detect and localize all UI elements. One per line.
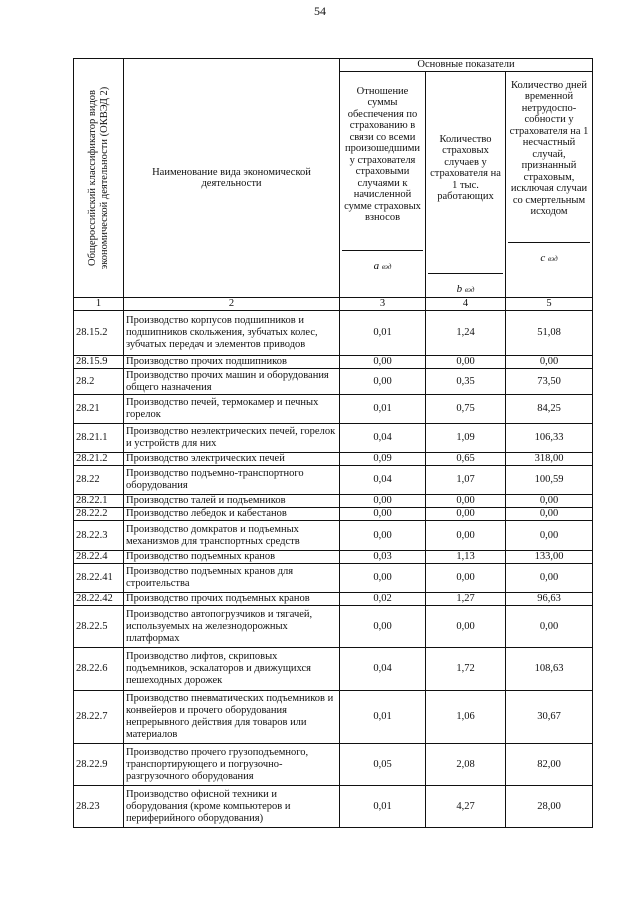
table-row: [74, 495, 593, 508]
value-b: 0,00: [426, 495, 506, 508]
value-b: 0,75: [426, 395, 506, 424]
value-b: 1,09: [426, 424, 506, 453]
value-c: 0,00: [506, 356, 593, 369]
value-c: 0,00: [506, 564, 593, 593]
okved-code: 28.22.1: [74, 495, 124, 508]
value-a: 0,09: [340, 453, 426, 466]
value-a: 0,01: [340, 691, 426, 744]
column-number: 3: [340, 298, 426, 311]
table-row: [74, 648, 593, 691]
okved-code: 28.22.4: [74, 551, 124, 564]
okved-code: 28.15.2: [74, 311, 124, 356]
value-b: 0,00: [426, 564, 506, 593]
value-b: 4,27: [426, 786, 506, 828]
value-b: 1,07: [426, 466, 506, 495]
okved-code: 28.15.9: [74, 356, 124, 369]
okved-code: 28.22.2: [74, 508, 124, 521]
value-c: 96,63: [506, 593, 593, 606]
table-row: [74, 424, 593, 453]
activity-name: Производство талей и подъемников: [124, 495, 340, 508]
col-a-symbol: a вэд: [342, 250, 423, 274]
column-number: 1: [74, 298, 124, 311]
okved-code: 28.22.5: [74, 606, 124, 648]
activity-name: Производство лебедок и кабестанов: [124, 508, 340, 521]
table-row: [74, 786, 593, 828]
activity-name: Производство неэлектрических печей, горелок и устройств для них: [124, 424, 340, 453]
table-row: [74, 521, 593, 551]
col-c-title: Количество дней временной нетрудоспо-собности у страхователя на 1 несчастный случай, признанный страховым, исключая случаи со смертельным исходом: [509, 79, 589, 218]
value-c: 84,25: [506, 395, 593, 424]
table-row: [74, 356, 593, 369]
table-row: [74, 395, 593, 424]
value-b: 1,24: [426, 311, 506, 356]
col-a-header: [340, 71, 426, 297]
table-row: [74, 691, 593, 744]
value-b: 2,08: [426, 744, 506, 786]
value-c: 0,00: [506, 508, 593, 521]
value-b: 0,65: [426, 453, 506, 466]
okved-code: 28.21: [74, 395, 124, 424]
okved-code: 28.22.9: [74, 744, 124, 786]
value-c: 133,00: [506, 551, 593, 564]
value-c: 318,00: [506, 453, 593, 466]
column-number: 5: [506, 298, 593, 311]
value-c: 108,63: [506, 648, 593, 691]
value-c: 0,00: [506, 606, 593, 648]
okved-code: 28.22.7: [74, 691, 124, 744]
table-row: [74, 551, 593, 564]
value-a: 0,00: [340, 564, 426, 593]
value-a: 0,05: [340, 744, 426, 786]
okved-code: 28.21.1: [74, 424, 124, 453]
table-row: [74, 466, 593, 495]
col-a-title: Отношение суммы обеспечения по страхованию в связи со всеми произошедшими у страхователя страховыми случаями к начисленной сумме страховых взносов: [344, 85, 421, 224]
table-row: [74, 369, 593, 395]
col-b-symbol: b вэд: [428, 273, 503, 297]
value-b: 1,27: [426, 593, 506, 606]
activity-name: Производство автопогрузчиков и тягачей, используемых на железнодорожных платформах: [124, 606, 340, 648]
value-a: 0,00: [340, 521, 426, 551]
value-a: 0,04: [340, 424, 426, 453]
activity-name: Производство печей, термокамер и печных горелок: [124, 395, 340, 424]
table-row: [74, 564, 593, 593]
col-c-header: [506, 71, 593, 297]
value-b: 1,13: [426, 551, 506, 564]
activity-name: Производство офисной техники и оборудования (кроме компьютеров и периферийного оборудования): [124, 786, 340, 828]
activity-name: Производство подъемных кранов: [124, 551, 340, 564]
activity-name: Производство подъемно-транспортного оборудования: [124, 466, 340, 495]
page-number: 54: [314, 4, 326, 18]
value-b: 1,72: [426, 648, 506, 691]
value-a: 0,01: [340, 786, 426, 828]
activity-name: Производство лифтов, скриповых подъемников, эскалаторов и движущихся пешеходных дорожек: [124, 648, 340, 691]
value-c: 106,33: [506, 424, 593, 453]
column-numbers-row: [74, 298, 593, 311]
okved-code: 28.22.6: [74, 648, 124, 691]
value-a: 0,00: [340, 369, 426, 395]
activity-name: Производство прочего грузоподъемного, транспортирующего и погрузочно-разгрузочного оборудования: [124, 744, 340, 786]
okved-code: 28.2: [74, 369, 124, 395]
col-c-symbol: c вэд: [508, 242, 590, 266]
value-c: 82,00: [506, 744, 593, 786]
table-row: [74, 453, 593, 466]
table-row: [74, 744, 593, 786]
table-row: [74, 606, 593, 648]
value-c: 0,00: [506, 521, 593, 551]
value-a: 0,04: [340, 648, 426, 691]
value-a: 0,00: [340, 356, 426, 369]
value-c: 28,00: [506, 786, 593, 828]
activity-name: Производство корпусов подшипников и подшипников скольжения, зубчатых колес, зубчатых передач и элементов приводов: [124, 311, 340, 356]
value-a: 0,01: [340, 395, 426, 424]
activity-name: Производство прочих машин и оборудования общего назначения: [124, 369, 340, 395]
okved-header: [74, 59, 124, 298]
okved-code: 28.22.3: [74, 521, 124, 551]
indicators-table: [73, 58, 593, 828]
value-b: 0,00: [426, 356, 506, 369]
table-row: [74, 593, 593, 606]
table-row: [74, 508, 593, 521]
okved-code: 28.22: [74, 466, 124, 495]
value-a: 0,04: [340, 466, 426, 495]
col-b-header: [426, 71, 506, 297]
value-c: 30,67: [506, 691, 593, 744]
okved-code: 28.22.41: [74, 564, 124, 593]
value-c: 100,59: [506, 466, 593, 495]
col-b-title: Количество страховых случаев у страхователя на 1 тыс. работающих: [430, 133, 501, 203]
activity-name: Производство пневматических подъемников и конвейеров и прочего оборудования непрерывного действия для товаров или материалов: [124, 691, 340, 744]
value-b: 1,06: [426, 691, 506, 744]
column-number: 4: [426, 298, 506, 311]
table-row: [74, 311, 593, 356]
value-c: 0,00: [506, 495, 593, 508]
activity-name: Производство прочих подшипников: [124, 356, 340, 369]
value-a: 0,00: [340, 508, 426, 521]
value-a: 0,02: [340, 593, 426, 606]
okved-code: 28.22.42: [74, 593, 124, 606]
activity-name: Производство прочих подъемных кранов: [124, 593, 340, 606]
value-a: 0,01: [340, 311, 426, 356]
value-a: 0,03: [340, 551, 426, 564]
value-a: 0,00: [340, 606, 426, 648]
value-b: 0,00: [426, 508, 506, 521]
value-b: 0,00: [426, 521, 506, 551]
okved-code: 28.23: [74, 786, 124, 828]
activity-name: Производство домкратов и подъемных механизмов для транспортных средств: [124, 521, 340, 551]
value-b: 0,00: [426, 606, 506, 648]
value-b: 0,35: [426, 369, 506, 395]
name-header: Наименование вида экономической деятельности: [124, 59, 340, 298]
value-c: 51,08: [506, 311, 593, 356]
activity-name: Производство подъемных кранов для строительства: [124, 564, 340, 593]
activity-name: Производство электрических печей: [124, 453, 340, 466]
main-indicators-header: Основные показатели: [340, 59, 593, 72]
value-a: 0,00: [340, 495, 426, 508]
column-number: 2: [124, 298, 340, 311]
okved-code: 28.21.2: [74, 453, 124, 466]
value-c: 73,50: [506, 369, 593, 395]
okved-header-text: Общероссийский классификатор видов экономической деятельности (ОКВЭД 2): [86, 86, 110, 270]
